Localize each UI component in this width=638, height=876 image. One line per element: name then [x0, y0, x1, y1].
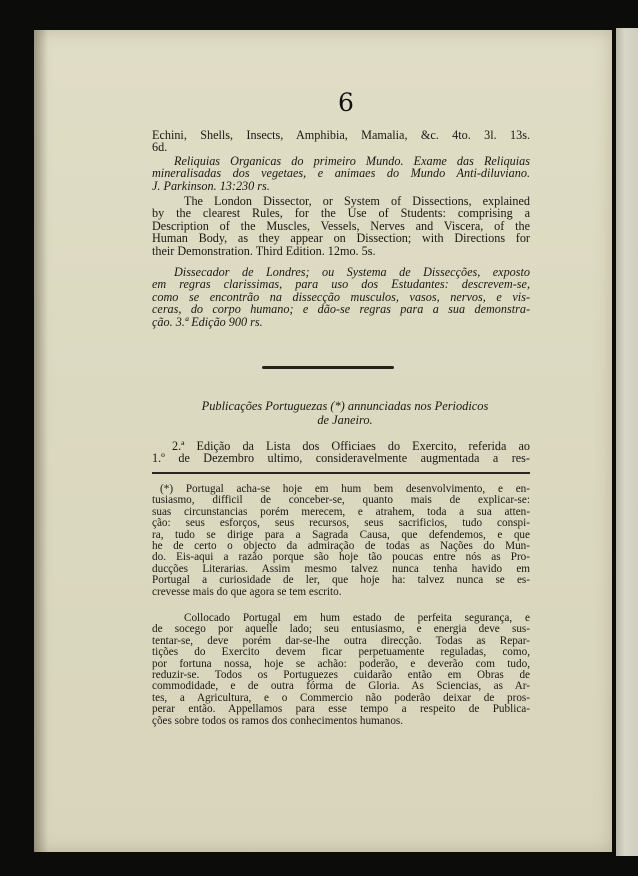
- next-page-edge: [616, 28, 638, 856]
- text-line: como se encontrão na dissecção musculos, vasos, nervos, e vis-: [152, 289, 530, 304]
- entry-lista-officiaes: [152, 440, 530, 465]
- text-line: tentar-se, deve porém dar-se-lhe outra direcção. Todas as Repar-: [152, 634, 530, 647]
- entry-dissecador: [152, 266, 530, 328]
- text-line: ceras, do corpo humano; e dão-se regras para a sua demonstra-: [152, 302, 530, 317]
- text-line: ducções Literarias. Assim mesmo talvez nunca tenha havido em: [152, 562, 530, 575]
- text-line: he de certo o objecto da admiração de todas as Nações do Mun-: [152, 540, 530, 553]
- text-line: ção. 3.ª Edição 900 rs.: [152, 314, 263, 329]
- text-line: Collocado Portugal em hum estado de perfeita segurança, e: [184, 612, 530, 624]
- text-line: por fortuna nossa, hoje se achão: poderão, e deverão com tudo,: [152, 657, 530, 670]
- text-line: 6d.: [152, 140, 168, 155]
- text-line: ções sobre todos os ramos dos conhecimentos humanos.: [152, 714, 404, 727]
- page-number: 6: [338, 88, 354, 117]
- text-line: em regras clarissimas, para uso dos Estudantes: descrevem-se,: [152, 277, 530, 292]
- text-line: Dissecador de Londres; ou Systema de Dissecções, exposto: [174, 265, 530, 279]
- text-line: J. Parkinson. 13:230 rs.: [152, 178, 270, 193]
- text-line: de socego por aquelle lado; seu entusiasmo, e energia deve sus-: [152, 623, 530, 636]
- text-line: ção: seus esforços, seus recursos, seus sacrificios, tudo conspi-: [152, 517, 530, 530]
- text-line: Portugal a curiosidade de ler, que hoje ha: talvez nunca se es-: [152, 574, 530, 587]
- text-line: ra, tudo se dirige para a Sagrada Causa, que defendemos, e que: [152, 528, 530, 541]
- entry-echini: [152, 129, 530, 154]
- entry-london-dissector: [152, 195, 530, 257]
- text-line: perar então. Appellamos para esse tempo a respeito de Publica-: [152, 703, 530, 716]
- text-line: Echini, Shells, Insects, Amphibia, Mamalia, &c. 4to. 3l. 13s.: [152, 128, 530, 142]
- section-title: [178, 399, 512, 427]
- section-title-line: de Janeiro.: [317, 413, 373, 427]
- text-line: by the clearest Rules, for the Use of Students: comprising a: [152, 206, 530, 221]
- text-line: Description of the Muscles, Vessels, Nerves and Viscera, of the: [152, 218, 530, 233]
- text-line: tusiasmo, difficil de conceber-se, quanto mais de explicar-se:: [152, 494, 530, 507]
- text-line: do. Eis-aqui a razão porque são hoje tão poucas entre nós as Pro-: [152, 551, 530, 564]
- text-line: 2.ª Edição da Lista dos Officiaes do Exercito, referida ao: [172, 439, 530, 453]
- footnote-rule: [152, 472, 530, 474]
- footnote-paragraph-1: [152, 484, 530, 598]
- text-line: crevesse mais do que agora se tem escrito.: [152, 585, 342, 598]
- text-line: Reliquias Organicas do primeiro Mundo. Exame das Reliquias: [174, 154, 530, 168]
- section-divider: [262, 366, 394, 369]
- entry-reliquias: [152, 155, 530, 192]
- page-gutter-shadow: [34, 30, 48, 852]
- text-line: tes, a Agricultura, e o Commercio não poderão deixar de pros-: [152, 691, 530, 704]
- text-line: Human Body, as they appear on Dissection; with Directions for: [152, 231, 530, 246]
- footnote-paragraph-2: [152, 613, 530, 727]
- section-title-line: Publicações Portuguezas (*) annunciadas nos Periodicos: [201, 399, 489, 413]
- text-line: (*) Portugal acha-se hoje em hum bem desenvolvimento, e en-: [160, 483, 530, 495]
- text-line: commodidade, e de outra fórma de Gloria. As Sciencias, as Ar-: [152, 680, 530, 693]
- text-line: suas circunstancias porém merecem, e atrahem, toda a sua atten-: [152, 505, 530, 518]
- text-line: tições do Exercito devem ficar perpetuamente reguladas, como,: [152, 646, 530, 659]
- text-line: The London Dissector, or System of Dissections, explained: [184, 194, 530, 208]
- text-line: reduzir-se. Todos os Portuguezes cuidarão então em Obras de: [152, 669, 530, 682]
- text-line: mineralisadas dos vegetaes, e animaes do Mundo Anti-diluviano.: [152, 166, 530, 181]
- text-line: their Demonstration. Third Edition. 12mo. 5s.: [152, 243, 376, 258]
- text-line: 1.º de Dezembro ultimo, consideravelmente augmentada a res-: [152, 451, 530, 466]
